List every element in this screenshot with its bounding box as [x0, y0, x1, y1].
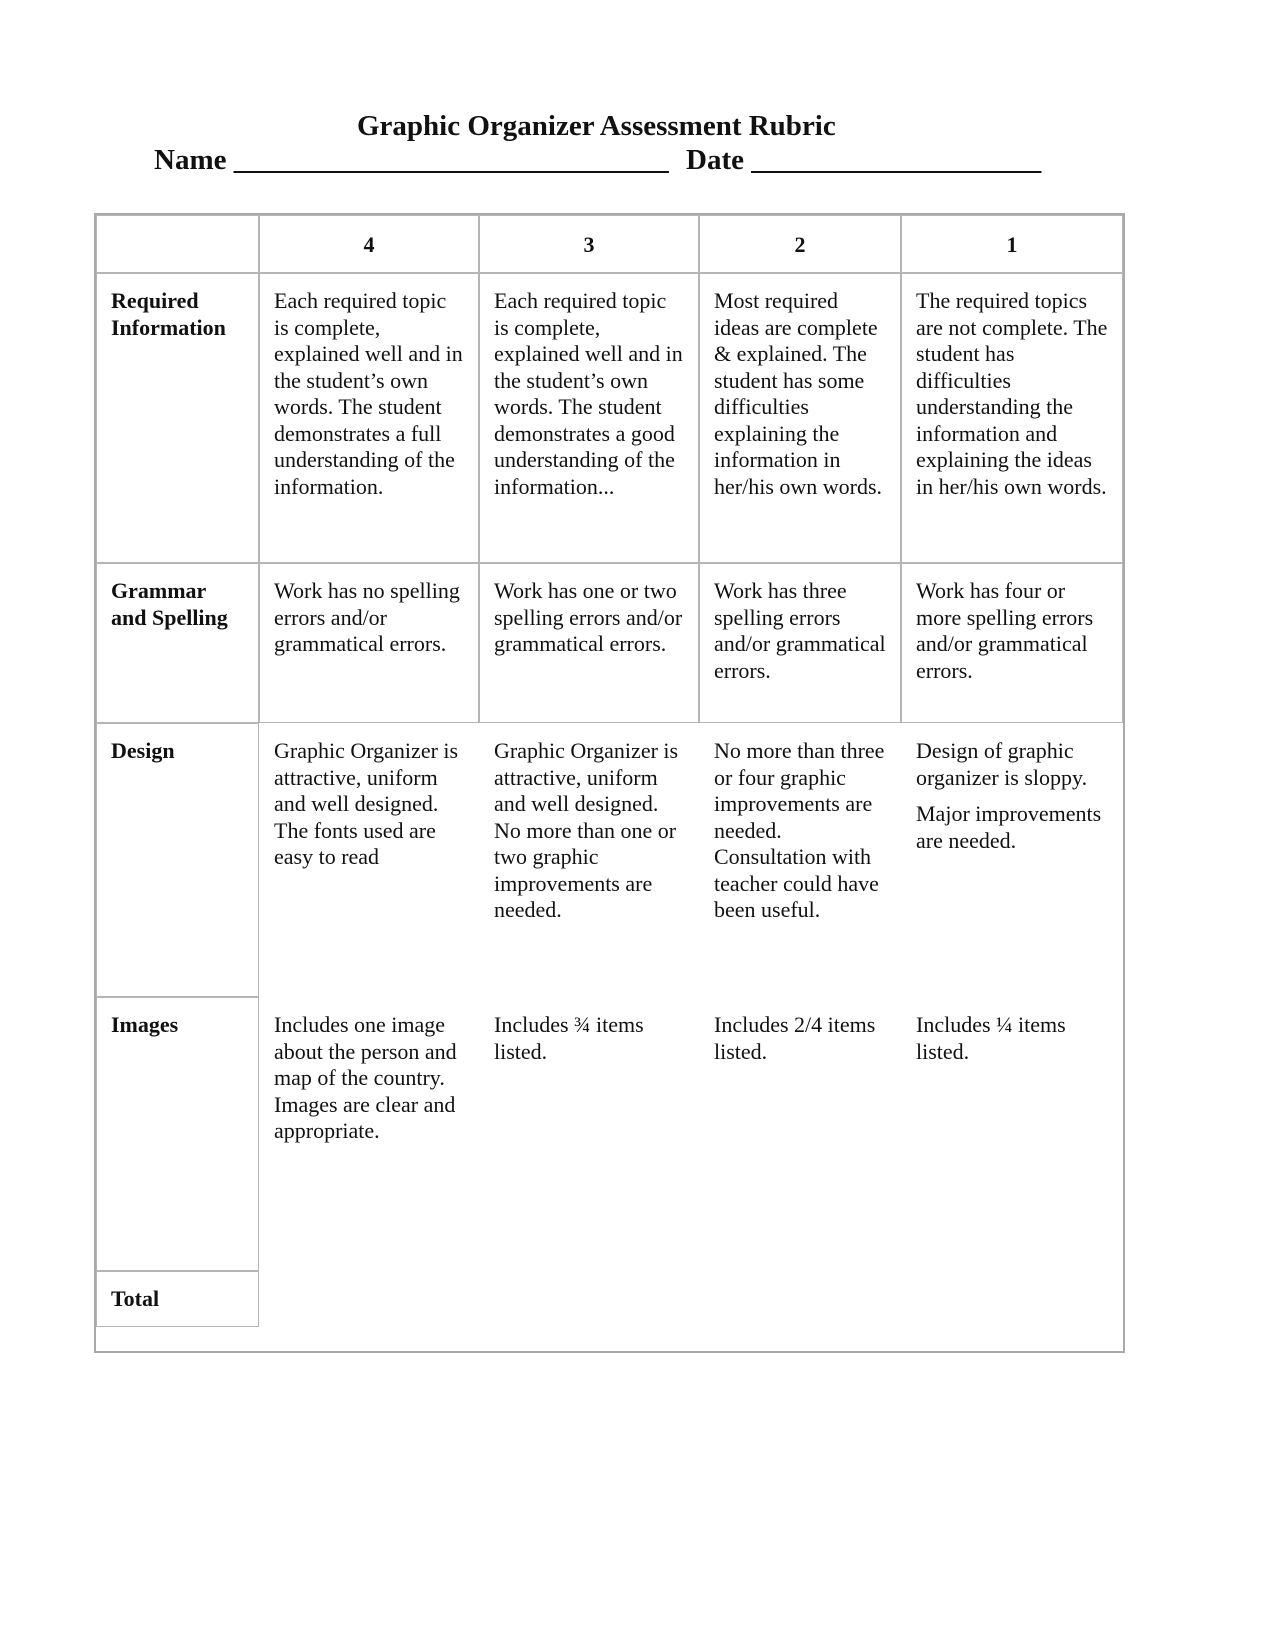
design-score-4: Graphic Organizer is attractive, uniform and well designed. The fonts used are easy to read [274, 738, 459, 869]
row-label-design: Design [96, 723, 259, 997]
row-label-required-information: Required Information [96, 273, 259, 563]
required-information-score-2: Most required ideas are complete & explained. The student has some difficulties explaining the information in her/his own words. [699, 273, 901, 563]
grammar-spelling-score-1: Work has four or more spelling errors and/or grammatical errors. [901, 563, 1123, 723]
images-score-4: Includes one image about the person and map of the country. Images are clear and appropriate. [274, 1012, 457, 1143]
required-information-score-1: The required topics are not complete. The student has difficulties understanding the information and explaining the ideas in her/his own words. [901, 273, 1123, 563]
grammar-spelling-score-2: Work has three spelling errors and/or grammatical errors. [699, 563, 901, 723]
name-field-line[interactable]: Name ______________________________ [154, 144, 669, 176]
design-score-1-extra: Major improvements are needed. [916, 801, 1102, 853]
rubric-table [94, 213, 1125, 1353]
design-score-2: No more than three or four graphic improvements are needed. Consultation with teacher could have been useful. [714, 738, 885, 922]
header-score-1: 1 [901, 215, 1123, 273]
design-score-1: Design of graphic organizer is sloppy. [916, 738, 1088, 790]
required-information-score-4: Each required topic is complete, explained well and in the student’s own words. The student demonstrates a full understanding of the information. [259, 273, 479, 563]
design-score-1-cell [901, 723, 1123, 997]
images-score-2: Includes 2/4 items listed. [714, 1012, 876, 1064]
header-score-4: 4 [259, 215, 479, 273]
images-score-3: Includes ¾ items listed. [494, 1012, 644, 1064]
row-label-grammar-and-spelling: Grammar and Spelling [96, 563, 259, 723]
page-title: Graphic Organizer Assessment Rubric [357, 110, 836, 142]
row-label-total: Total [96, 1271, 259, 1327]
header-corner-cell [96, 215, 259, 273]
design-score-3: Graphic Organizer is attractive, uniform and well designed. No more than one or two graphic improvements are needed. [494, 738, 679, 922]
required-information-score-3: Each required topic is complete, explained well and in the student’s own words. The student demonstrates a good understanding of the information... [479, 273, 699, 563]
header-score-3: 3 [479, 215, 699, 273]
date-field-line[interactable]: Date ____________________ [686, 144, 1042, 176]
header-score-2: 2 [699, 215, 901, 273]
row-label-images: Images [96, 997, 259, 1271]
images-score-1: Includes ¼ items listed. [916, 1012, 1066, 1064]
grammar-spelling-score-4: Work has no spelling errors and/or grammatical errors. [259, 563, 479, 723]
grammar-spelling-score-3: Work has one or two spelling errors and/or grammatical errors. [479, 563, 699, 723]
